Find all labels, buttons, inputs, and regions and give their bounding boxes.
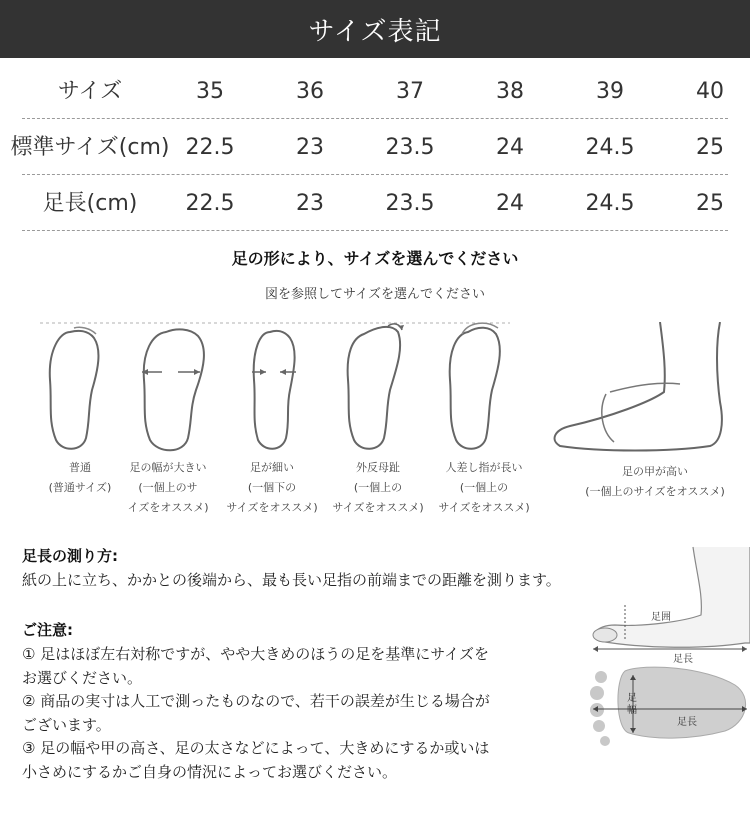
note-line: ① 足はほぼ左右対称ですが、やや大きめのほうの足を基準にサイズを <box>22 645 490 663</box>
measure-text: 紙の上に立ち、かかとの後端から、最も長い足指の前端までの距離を測ります。 <box>22 571 561 589</box>
table-cell: 38 <box>496 79 524 104</box>
notes-list <box>22 643 587 784</box>
foot-long-toe-icon <box>428 320 528 460</box>
foot-bunion-icon <box>328 320 428 460</box>
caption-bunion: 外反母趾 (一個上の サイズをオススメ) <box>332 461 424 514</box>
foot-shape-subheading: 図を参照してサイズを選んでください <box>265 287 485 302</box>
table-cell: 22.5 <box>185 191 235 216</box>
table-cell: 24.5 <box>585 135 635 160</box>
width-label: 足幅 <box>627 693 637 716</box>
note-line: 小さめにするかご自身の情況によってお選びください。 <box>22 762 398 781</box>
table-row-standard <box>0 120 750 176</box>
row-label-size: サイズ <box>57 79 123 104</box>
table-row-size <box>0 64 750 120</box>
row-label-foot-length: 足長(cm) <box>42 191 138 216</box>
table-cell: 23.5 <box>385 135 435 160</box>
page-header <box>0 0 750 58</box>
table-cell: 24 <box>496 191 524 216</box>
table-cell: 36 <box>296 79 324 104</box>
table-cell: 23 <box>296 191 324 216</box>
table-cell: 23 <box>296 135 324 160</box>
note-line: ③ 足の幅や甲の高さ、足の太さなどによって、大きめにするか或いは <box>22 739 490 757</box>
table-divider <box>22 230 728 231</box>
measure-title: 足長の測り方: <box>22 547 118 565</box>
row-label-standard: 標準サイズ(cm) <box>10 135 170 160</box>
table-cell: 22.5 <box>185 135 235 160</box>
table-cell: 24 <box>496 135 524 160</box>
measurement-diagram <box>585 545 750 760</box>
table-cell: 39 <box>596 79 624 104</box>
girth-label: 足囲 <box>651 612 671 623</box>
foot-high-instep-icon <box>540 322 750 462</box>
caption-wide: 足の幅が大きい (一個上のサ イズをオススメ) <box>127 461 209 514</box>
length-label-top: 足長 <box>673 654 693 665</box>
foot-narrow-icon <box>228 320 328 460</box>
table-cell: 25 <box>696 135 724 160</box>
note-line: お選びください。 <box>22 668 143 687</box>
table-cell: 40 <box>696 79 724 104</box>
caption-narrow: 足が細い (一個下の サイズをオススメ) <box>226 461 318 514</box>
page-title: サイズ表記 <box>308 16 442 47</box>
note-line: ② 商品の実寸は人工で測ったものなので、若干の誤差が生じる場合が <box>22 692 490 710</box>
notes-title: ご注意: <box>22 621 73 639</box>
table-cell: 25 <box>696 191 724 216</box>
table-row-foot-length <box>0 176 750 232</box>
table-cell: 35 <box>196 79 224 104</box>
table-cell: 37 <box>396 79 424 104</box>
table-divider <box>22 174 728 175</box>
caption-high-instep: 足の甲が高い (一個上のサイズをオススメ) <box>585 465 725 498</box>
note-line: ございます。 <box>22 715 111 734</box>
caption-long-toe: 人差し指が長い (一個上の サイズをオススメ) <box>438 461 530 514</box>
foot-shape-heading: 足の形により、サイズを選んでください <box>231 249 519 268</box>
caption-normal: 普通 (普通サイズ) <box>48 461 112 494</box>
table-cell: 23.5 <box>385 191 435 216</box>
length-label-bottom: 足長 <box>677 717 697 728</box>
table-divider <box>22 118 728 119</box>
foot-wide-icon <box>128 320 228 460</box>
foot-normal-icon <box>30 320 130 460</box>
table-cell: 24.5 <box>585 191 635 216</box>
